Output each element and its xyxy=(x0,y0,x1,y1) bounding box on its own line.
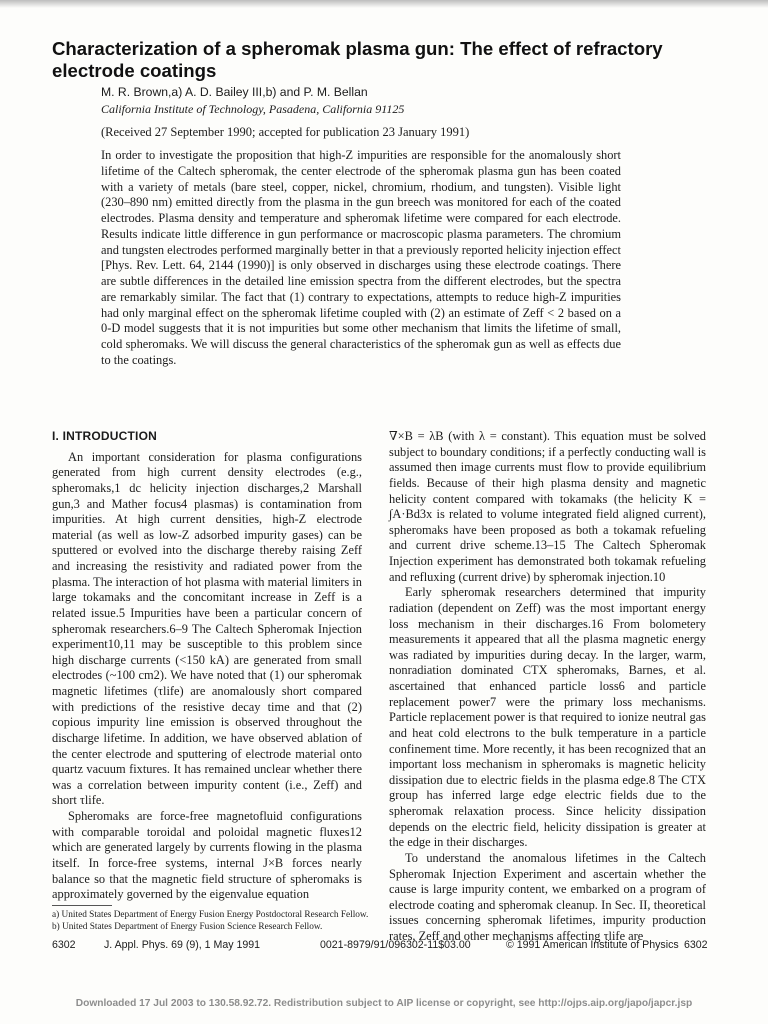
paper-title: Characterization of a spheromak plasma gun: The effect of refractory electrode coatings xyxy=(52,38,663,81)
right-column xyxy=(389,429,706,945)
article-code: 0021-8979/91/096302-11$03.00 xyxy=(320,939,471,951)
body-paragraph: To understand the anomalous lifetimes in the Caltech Spheromak Injection Experiment and ascertain whether the cause is large impurity content, we embarked on a program of electrode coating and spheromak cleanup. In Sec. II, theoretical issues concerning spheromak lifetimes, impurity production rates, Zeff and other mechanisms affecting τlife are xyxy=(389,850,706,943)
body-paragraph: Early spheromak researchers determined that impurity radiation (dependent on Zeff) was the most important energy loss mechanism in their discharges.16 From bolometery measurements it appeared that all the plasma magnetic energy was radiated by impurities during decay. In the larger, warm, nonradiation dominated CTX spheromaks, Barnes, et al. ascertained that enhanced particle loss6 and particle replacement power7 were the primary loss mechanisms. Particle replacement power is that required to ionize neutral gas and heat cold electrons to the bulk temperature in a particle confinement time. More recently, it has been recognized that an important loss mechanism in spheromaks is magnetic helicity dissipation due to electric fields in the plasma edge.8 The CTX group has inferred large edge electric fields due to the spheromak relaxation process. Since helicity dissipation depends on the electric field, helicity dissipation is greater at the edge in their discharges. xyxy=(389,585,706,850)
journal-citation: J. Appl. Phys. 69 (9), 1 May 1991 xyxy=(104,939,261,951)
download-notice: Downloaded 17 Jul 2003 to 130.58.92.72. Redistribution subject to AIP license or copyright, see http://ojps.aip.org/japo/japcr.jsp xyxy=(75,998,693,1009)
received-dates: (Received 27 September 1990; accepted for publication 23 January 1991) xyxy=(101,125,470,139)
page-number-right: 6302 xyxy=(684,939,708,951)
abstract: In order to investigate the proposition that high-Z impurities are responsible for the anomalously short lifetime of the Caltech spheromak, the center electrode of the spheromak plasma gun has been coated with a variety of metals (bare steel, copper, nickel, chromium, rhodium, and tungsten). Visible light (230–890 nm) emitted directly from the plasma in the gun breech was monitored for each of the coated electrodes. Plasma density and temperature and spheromak lifetime were compared for each electrode. Results indicate little difference in gun performance or macroscopic plasma parameters. The chromium and tungsten electrodes performed marginally better in that a previously reported helicity injection effect [Phys. Rev. Lett. 64, 2144 (1990)] is only observed in discharges using these electrode coatings. There are subtle differences in the detailed line emission spectra from the different electrodes, but the spectra are remarkably similar. The fact that (1) contrary to expectations, attempts to reduce high-Z impurities had only marginal effect on the spheromak lifetime coupled with (2) an estimate of Zeff < 2 based on a 0-D model suggests that it is not impurities but some other mechanism that limits the lifetime of small, cold spheromaks. We will discuss the general characteristics of the spheromak gun as well as effects due to the coatings. xyxy=(101,148,621,367)
page-number-left: 6302 xyxy=(52,939,76,951)
footnote-b: b) United States Department of Energy Fusion Science Research Fellow. xyxy=(52,921,323,932)
footnote-divider xyxy=(52,905,112,906)
affiliation: California Institute of Technology, Pasadena, California 91125 xyxy=(101,102,405,116)
footnotes xyxy=(52,910,372,933)
author-list: M. R. Brown,a) A. D. Bailey III,b) and P. M. Bellan xyxy=(101,85,368,99)
section-heading: I. INTRODUCTION xyxy=(52,429,157,443)
scan-top-shadow xyxy=(0,0,768,8)
body-paragraph: ∇×B = λB (with λ = constant). This equation must be solved subject to boundary conditions; if a perfectly conducting wall is assumed then image currents must flow to provide equilibrium fields. Because of their high plasma density and magnetic helicity content compared with tokamaks (the helicity K = ∫A·Bd3x is related to volume integrated field aligned current), spheromaks have been proposed as both a tokamak refueling and current drive scheme.13–15 The Caltech Spheromak Injection experiment has demonstrated both tokamak refueling and refluxing (current drive) by spheromak injection.10 xyxy=(389,429,706,584)
copyright: © 1991 American Institute of Physics xyxy=(506,939,679,951)
body-paragraph: Spheromaks are force-free magnetofluid configurations with comparable toroidal and poloidal magnetic fluxes12 which are generated largely by currents flowing in the plasma itself. In force-free systems, internal J×B forces nearly balance so that the magnetic field structure of spheromaks is approximately governed by the eigenvalue equation xyxy=(52,809,362,902)
body-paragraph: An important consideration for plasma configurations generated from high current density electrodes (e.g., spheromaks,1 dc helicity injection discharges,2 Marshall gun,3 and Mather focus4 plasmas) is contamination from impurities. At high current densities, high-Z electrode material (as well as low-Z adsorbed impurity gases) can be sputtered or evolved into the discharge thereby raising Zeff and increasing the resistivity and radiated power from the plasma. The interaction of hot plasma with material limiters in large tokamaks and the concomitant increase in Zeff is a related issue.5 Impurities have been a particular concern of spheromak researchers.6–9 The Caltech Spheromak Injection experiment10,11 may be susceptible to this problem since high discharge currents (<150 kA) are generated from small electrodes (~100 cm2). We have noted that (1) our spheromak magnetic lifetimes (τlife) are anomalously short compared with predictions of the resistive decay time and that (2) copious impurity line emission is observed throughout the discharge lifetime. In addition, we have observed ablation of the center electrode and sputtering of electrode material onto quartz vacuum fixtures. It has remained unclear whether there was a correlation between impurity content (i.e., Zeff) and short τlife. xyxy=(52,449,362,808)
left-column xyxy=(52,429,362,903)
footnote-a: a) United States Department of Energy Fusion Energy Postdoctoral Research Fellow. xyxy=(52,910,369,920)
